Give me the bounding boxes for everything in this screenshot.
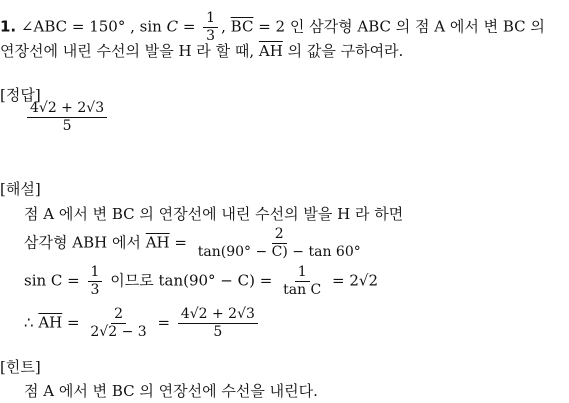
sinC-numerator: 1	[203, 10, 218, 28]
tan-fraction	[280, 264, 324, 299]
bc-value: = 2	[258, 17, 286, 36]
sinC-var: C	[166, 17, 179, 36]
answer-value	[24, 100, 110, 135]
sinC-fraction	[203, 10, 218, 45]
final-denominator-2: 5	[213, 324, 223, 340]
final-numerator-2: 4√2 + 2√3	[178, 306, 258, 324]
hint-label: [힌트]	[0, 358, 41, 376]
ah-denominator: tan(90° − C) − tan 60°	[197, 244, 361, 260]
solution-line3-eq: = 2√2	[332, 271, 379, 290]
answer-fraction	[27, 100, 107, 135]
problem-line-2	[0, 42, 403, 60]
tan-denominator: tan C	[283, 282, 322, 298]
final-denominator-1: 2√2 − 3	[90, 324, 147, 340]
final-numerator-1: 2	[111, 306, 126, 324]
answer-denominator: 5	[62, 118, 72, 134]
final-fraction-1	[87, 306, 149, 341]
sinC-denominator-2: 3	[90, 282, 100, 298]
problem-line2-post: 의 값을 구하여라.	[287, 42, 404, 60]
problem-line-1: 1. ∠ABC = 150° , sin C = $\frac{1}{3}$ , $\overline{BC} = 2$ 인 삼각형 ABC 의 점 A 에서 변 BC 의	[0, 10, 545, 44]
therefore-symbol: ∴	[24, 313, 34, 332]
answer-label: [정답]	[0, 86, 41, 104]
hint-text: 점 A 에서 변 BC 의 연장선에 수선을 내린다.	[24, 382, 318, 400]
equals-sign-3: =	[157, 313, 171, 332]
solution-label: [해설]	[0, 180, 41, 198]
problem-number: 1.	[0, 17, 17, 36]
solution-line3-mid: 이므로 tan(90° − C) =	[110, 271, 273, 290]
sinC-fraction-2	[88, 264, 103, 299]
sinC-expression: sin C =	[24, 271, 80, 290]
solution-line-2	[24, 226, 367, 261]
sinC-numerator-2: 1	[88, 264, 103, 282]
bc-segment: $\overline{BC}$	[230, 17, 254, 36]
solution-ah-segment: $\overline{AH}$	[145, 233, 170, 252]
ah-fraction	[195, 226, 364, 261]
solution-line2-pre: 삼각형 ABH 에서	[24, 233, 141, 252]
equals-sign: =	[174, 233, 187, 252]
solution-ah-segment-2: $\overline{AH}$	[38, 313, 63, 332]
ah-segment: $\overline{AH}$	[258, 42, 283, 60]
answer-numerator: 4√2 + 2√3	[27, 100, 107, 118]
solution-line-4	[24, 306, 261, 341]
tan-numerator: 1	[295, 264, 310, 282]
solution-line-1: 점 A 에서 변 BC 의 연장선에 내린 수선의 발을 H 라 하면	[24, 205, 404, 223]
sinC-denominator: 3	[206, 28, 216, 44]
final-fraction-2	[178, 306, 258, 341]
equals-sign-2: =	[67, 313, 80, 332]
problem-line1-text: 인 삼각형 ABC 의 점 A 에서 변 BC 의	[289, 17, 545, 36]
ah-numerator: 2	[272, 226, 287, 244]
given-angle: ∠ABC = 150° , sin	[20, 17, 162, 36]
problem-line2-pre: 연장선에 내린 수선의 발을 H 라 할 때,	[0, 42, 255, 60]
solution-line-3	[24, 264, 378, 299]
